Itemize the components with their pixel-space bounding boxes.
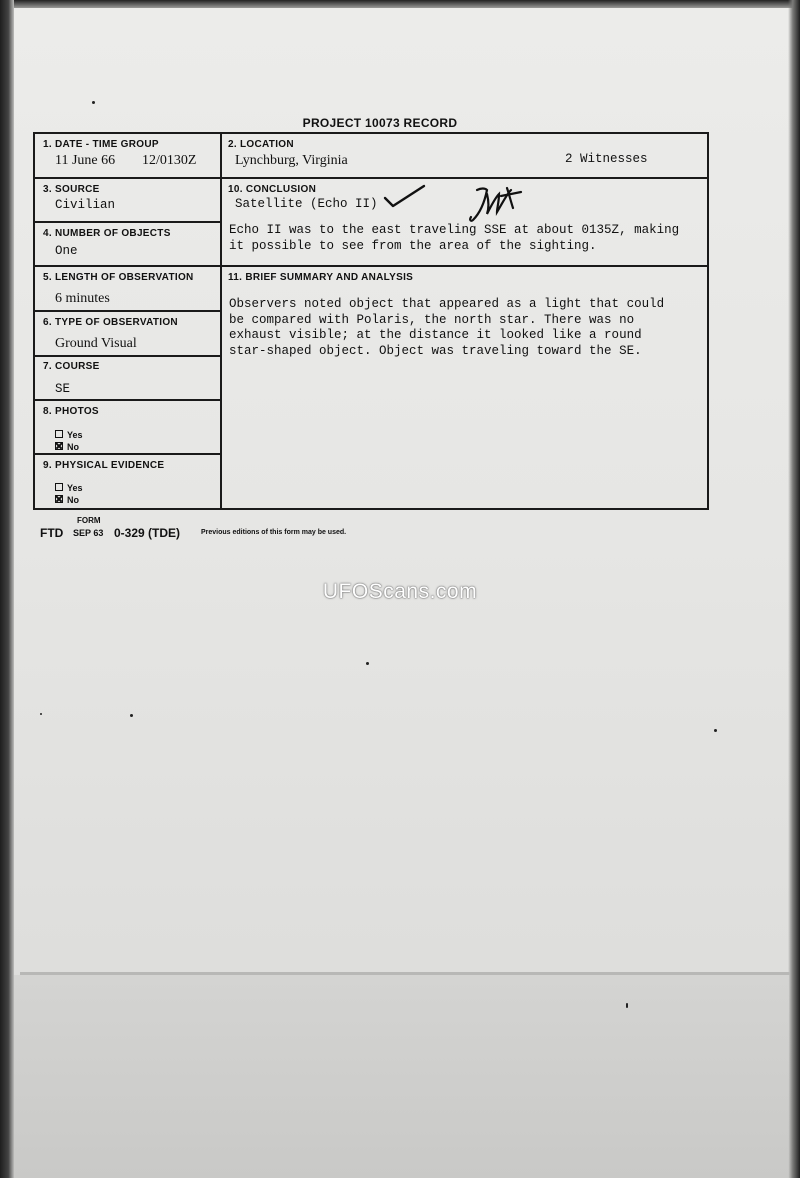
form-title: PROJECT 10073 RECORD — [302, 116, 458, 130]
evidence-yes-option: Yes — [55, 483, 83, 493]
scan-edge-right — [788, 0, 800, 1178]
photos-no-option: No — [55, 442, 79, 452]
checkbox-checked-icon — [55, 442, 63, 450]
row-divider — [220, 177, 707, 179]
record-form — [33, 132, 709, 510]
objects-value: One — [55, 244, 78, 258]
location-value: Lynchburg, Virginia — [235, 153, 348, 168]
physical-evidence-label: 9. PHYSICAL EVIDENCE — [43, 460, 165, 471]
row-divider — [35, 453, 220, 455]
scan-speck — [92, 101, 95, 104]
source-label: 3. SOURCE — [43, 184, 100, 195]
sheet-fold-line — [20, 972, 790, 975]
objects-label: 4. NUMBER OF OBJECTS — [43, 228, 171, 239]
summary-label: 11. BRIEF SUMMARY AND ANALYSIS — [228, 272, 414, 283]
checkmark-icon — [383, 184, 427, 210]
lower-sheet — [14, 975, 788, 1178]
photos-yes-option: Yes — [55, 430, 83, 440]
length-value: 6 minutes — [55, 291, 110, 306]
type-label: 6. TYPE OF OBSERVATION — [43, 317, 178, 328]
row-divider — [35, 177, 220, 179]
row-divider — [35, 310, 220, 312]
summary-line: star-shaped object. Object was traveling toward the SE. — [229, 343, 642, 358]
location-label: 2. LOCATION — [228, 139, 294, 150]
type-value: Ground Visual — [55, 336, 137, 351]
summary-line: Observers noted object that appeared as a light that could — [229, 297, 665, 311]
scan-edge-top — [0, 0, 800, 8]
row-divider — [220, 265, 707, 267]
evidence-no-option: No — [55, 495, 79, 505]
checkbox-checked-icon — [55, 495, 63, 503]
witnesses-value: 2 Witnesses — [565, 152, 648, 166]
conclusion-line: Echo II was to the east traveling SSE at about 0135Z, making — [229, 223, 680, 237]
handwritten-initials-icon — [467, 184, 523, 224]
conclusion-text — [229, 223, 679, 254]
date-time-label: 1. DATE - TIME GROUP — [43, 139, 159, 150]
checkbox-empty-icon — [55, 483, 63, 491]
footer-ftd: FTD — [40, 526, 64, 540]
footer-code: 0-329 (TDE) — [114, 526, 181, 540]
source-value: Civilian — [55, 198, 116, 212]
summary-text — [229, 297, 664, 359]
scan-speck — [40, 713, 42, 715]
row-divider — [35, 221, 220, 223]
row-divider — [35, 265, 220, 267]
footer-note: Previous editions of this form may be used. — [201, 529, 347, 536]
scan-speck — [626, 1003, 628, 1008]
conclusion-label: 10. CONCLUSION — [228, 184, 317, 195]
date-value: 11 June 66 — [55, 153, 116, 168]
column-divider — [220, 134, 222, 508]
row-divider — [35, 355, 220, 357]
row-divider — [35, 399, 220, 401]
course-value: SE — [55, 382, 71, 396]
conclusion-value: Satellite (Echo II) — [235, 197, 378, 211]
scan-speck — [366, 662, 369, 665]
watermark: UFOScans.com — [322, 580, 478, 603]
photos-label: 8. PHOTOS — [43, 406, 99, 417]
footer-date: SEP 63 — [73, 528, 104, 538]
summary-line: be compared with Polaris, the north star. There was no — [229, 312, 635, 327]
length-label: 5. LENGTH OF OBSERVATION — [43, 272, 194, 283]
checkbox-empty-icon — [55, 430, 63, 438]
scan-edge-left — [0, 0, 14, 1178]
scan-speck — [130, 714, 133, 717]
time-value: 12/0130Z — [142, 153, 197, 168]
footer-form-word: FORM — [77, 516, 101, 525]
summary-line: exhaust visible; at the distance it looked like a round — [229, 328, 642, 342]
course-label: 7. COURSE — [43, 361, 100, 372]
conclusion-line: it possible to see from the area of the sighting. — [229, 238, 597, 253]
scan-speck — [714, 729, 717, 732]
